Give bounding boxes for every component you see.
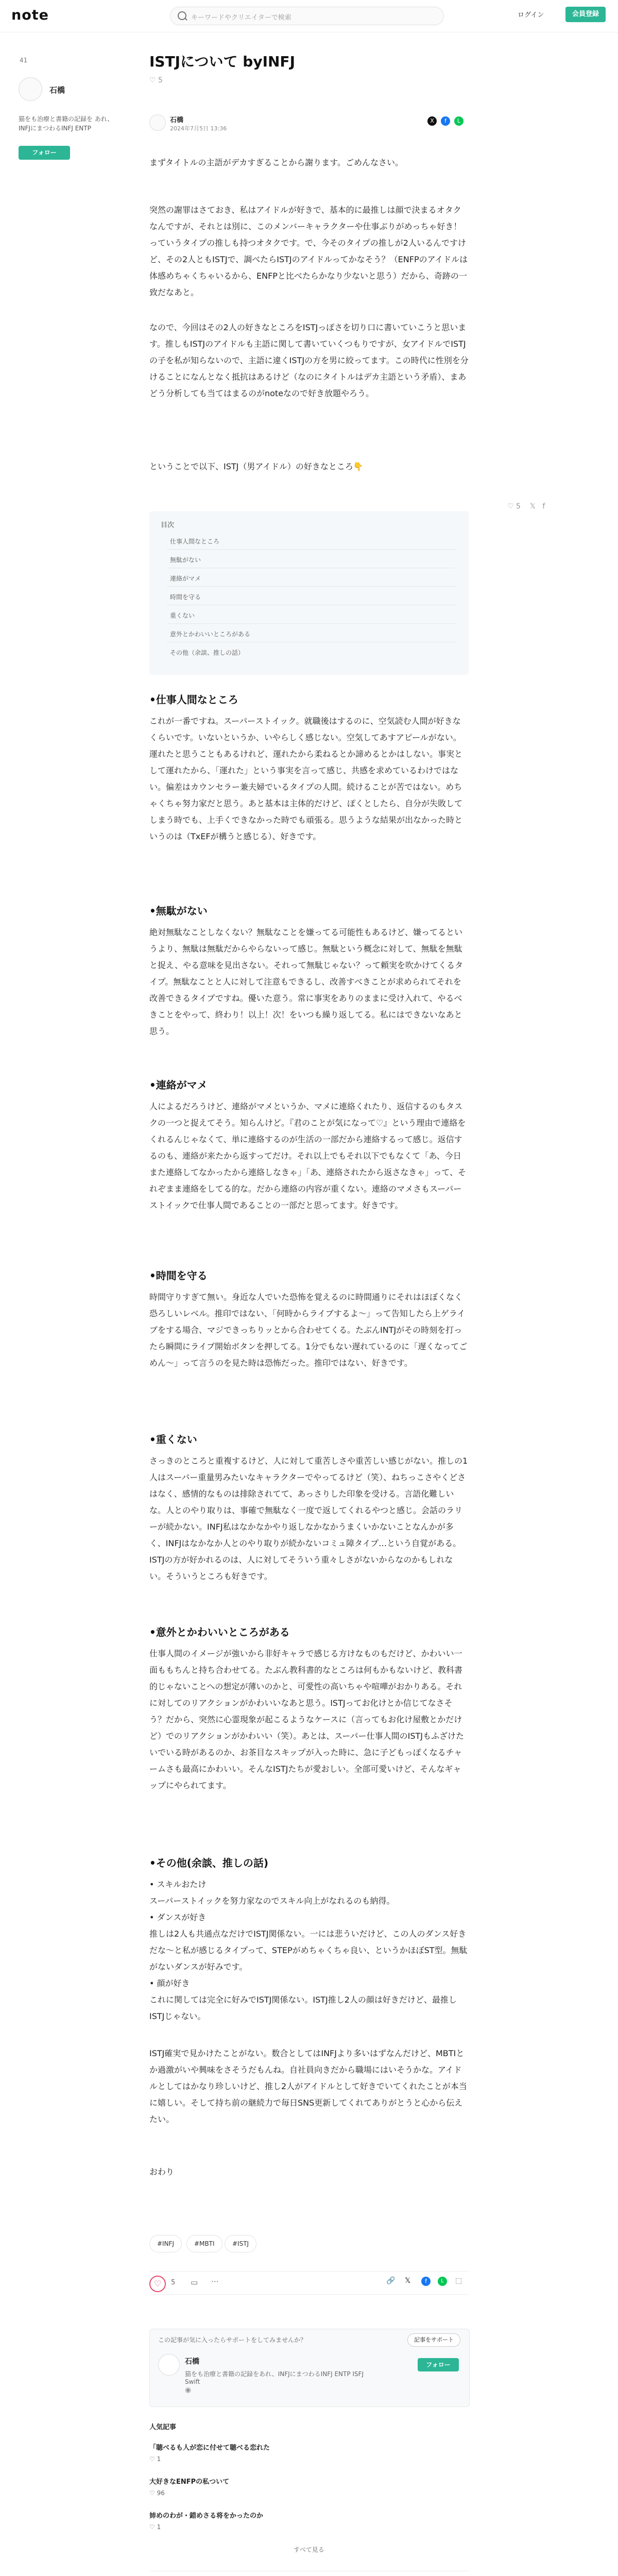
more-icon[interactable]: ⋯	[211, 2277, 219, 2286]
section-body: 仕事人間のイメージが強いから非好キャラで感じる方けなものもだけど、かわいい一面ももちんと持ち合わせてる。たぶん教科書的なところは何もかもないけど、教科書的じゃないことへの想定が薄いのかと、可愛性の高いちゃや喧嘩がおかりある。それに対してのリアクションがかわいいなあと思う。ISTJってお化けとか信じてなさそう？だから、突然に心霊現象が起こるようなケースに（言ってもお化け屋敷とかだけど）でのリアクションがかわいい（笑）。あとは、スーパー仕事人間のISTJもふざけたいでいる時があるのか、お茶目なスキップが入った時に、急に子どもっぽくなるチャームさも最高にかわいい。そんなISTJたちが愛おしい。全部可愛いけど、そんなギャップにやられてます。	[149, 1649, 464, 1790]
login-link[interactable]: ログイン	[518, 11, 544, 19]
toc-item[interactable]: 重くない	[170, 612, 195, 619]
section-heading: •時間を守る	[149, 1269, 208, 1282]
creator-bio: 猫をも治療と書籍の記録を あれ、INFJにまつわるINFJ ENTP	[19, 115, 114, 132]
popular-likes: ♡ 1	[149, 2455, 161, 2463]
hashtag[interactable]: #ISTJ	[225, 2235, 256, 2252]
hashtag[interactable]: #INFJ	[149, 2235, 182, 2252]
creator-bio: 猫をも治療と書籍の記録をあれ、INFJにまつわるINFJ ENTP ISFJ Swift	[185, 2370, 364, 2385]
page-title: ISTJについて byINFJ	[149, 53, 295, 70]
popular-item[interactable]: 姉めのわが・錯めさる将をかったのか	[149, 2512, 264, 2520]
rss-icon[interactable]: ◉	[185, 2386, 192, 2394]
support-button[interactable]: 記事をサポート	[407, 2333, 460, 2347]
closing-paragraph: ISTJ確実で見かけたことがない。数合としてはINFJより多いはずなんだけど、MBTIとか過激がいや興味をさそうだもんね。自社員向きだから職場にはいそうかな。アイドルとしてはかなり珍しいけど、推し2人がアイドルとして好きでいてくれたことが本当に嬉しい。そして持ち前の継続力で毎日SNS更新してくれてありがとうと心から伝えたい。	[149, 2048, 467, 2124]
popular-item[interactable]: 大好きなENFPの私ついて	[149, 2478, 230, 2486]
toc-item[interactable]: 時間を守る	[170, 594, 201, 601]
creator-box	[149, 2329, 470, 2407]
toc-item[interactable]: 連絡がマメ	[170, 575, 201, 582]
signup-button[interactable]: 会員登録	[565, 7, 606, 22]
toc-item[interactable]: 意外とかわいいところがある	[170, 631, 251, 638]
section-heading: •意外とかわいいところがある	[149, 1626, 290, 1638]
publish-date: 2024年7月5日 13:36	[170, 125, 227, 132]
popular-likes: ♡ 1	[149, 2523, 161, 2531]
support-lead: この記事が気に入ったらサポートをしてみませんか？	[158, 2336, 307, 2344]
toc-heading: 目次	[161, 521, 175, 529]
toc-item[interactable]: その他（余談、推しの話）	[170, 649, 245, 656]
section-body: • スキルおたけ スーパーストイックを努力家なのでスキル向上がなれるのも納得。 • ダンスが好き 推しは2人も共通点なだけでISTJ関係ない。一には悲ういだけど、この人のダンス好きだな〜と私が感じるタイプって、STEPがめちゃくちゃ良い、というかほぼST型。無駄がないダンスが好みです。 • 顔が好き これに関しては完全に好みでISTJ関係ない。ISTJ推し2人の顔は好きだけど、最推しISTJじゃない。	[149, 1879, 468, 2021]
facebook-share-icon[interactable]: f	[441, 116, 450, 126]
line-share-icon[interactable]: L	[454, 116, 464, 126]
paragraph-4: ということで以下、ISTJ（男アイドル）の好きなところ👇	[149, 462, 364, 471]
comment-icon[interactable]: ▭	[191, 2278, 198, 2287]
facebook-share-icon[interactable]: f	[421, 2277, 431, 2286]
section-heading: •無駄がない	[149, 905, 208, 917]
x-share-icon[interactable]: X	[427, 116, 437, 126]
creator-avatar[interactable]	[158, 2354, 180, 2376]
author-avatar[interactable]	[149, 114, 166, 131]
toc-item[interactable]: 無駄がない	[170, 556, 201, 564]
author-name[interactable]: 石橋	[170, 116, 184, 124]
floating-like[interactable]: ♡ 5 𝕏 f	[507, 502, 545, 511]
link-icon[interactable]: 🔗	[386, 2277, 396, 2285]
post-navigation	[149, 2571, 469, 2576]
table-of-contents	[149, 511, 469, 675]
sidebar-count: 41	[20, 57, 28, 64]
section-body: 人によるだろうけど、連絡がマメというか、マメに連絡くれたり、返信するのもタスクの一つと捉えてそう。知らんけど。『君のことが気になって♡』という理由で連絡をくれるんじゃなくて、単に連絡するのが生活の一部だから連絡するって感じ。返信するのも、連絡が来たから返すってだけ。それ以上でもそれ以下でもなくて「あ、今日また連絡してなかったから連絡しなきゃ」「あ、連絡されたから返さなきゃ」って、それぞまま連絡をしてる的な。だから連絡の内容が重くない。連絡のマメさもスーパーストイックで仕事人間であることの一部だと思ってます。好きです。	[149, 1101, 467, 1210]
like-icon[interactable]: ♡	[149, 2276, 166, 2292]
section-body: 絶対無駄なことしなくない？無駄なことを嫌ってる可能性もあるけど、嫌ってるというより、無駄は無駄だからやらないって感じ。無駄という概念に対して、無駄を無駄と捉え、やる意味を見出さない。それって無駄じゃない？って頼実を吹かけてくるタイプ。無駄なことと人に対して注意もできるし、改善すべきことが求められてそれを改善できるタイプですね。優いた意う。常に事実をありのままに受け入れて、やるべきことをやって、終わり！以上！次！をいつも繰り返してる。私にはできないなあと思う。	[149, 927, 463, 1036]
section-heading: •その他(余談、推しの話)	[149, 1857, 269, 1869]
search-input[interactable]	[170, 7, 444, 25]
paragraph-2: 突然の謝罪はさておき、私はアイドルが好きで、基本的に最推しは顔で決まるオタクなんですが、それとは別に、このメンバーキャラクターや仕事ぶりがめっちゃ好き！っていうタイプの推しも持つオタクです。で、今そのタイプの推しが2人いるんですけど、その2人ともISTJで、調べたらISTJのアイドルってかなそう？（ENFPのアイドルは体感めちゃくちゃいるから、ENFPと比べたらかなり少ないと思う）だから、奇跡の一致だなあと。	[149, 205, 468, 297]
creator-avatar[interactable]	[19, 77, 42, 101]
hashtag[interactable]: #MBTI	[186, 2235, 222, 2252]
like-count: 5	[171, 2279, 176, 2286]
see-all-link[interactable]: すべて見る	[294, 2546, 324, 2553]
title-like-count: 5	[158, 76, 163, 84]
site-header	[0, 0, 618, 32]
creator-name[interactable]: 石橋	[49, 86, 65, 95]
section-body: さっきのところと重複するけど、人に対して重苦しさや重苦しい感じがない。推しの1人はスーパー重量男みたいなキャラクターでやってるけど（笑）、ねちっこさやくどさはなく、感情的なものは排除されてて、あっさりした印象を受ける。言語化難しいな。人とのやり取りは、事確で無駄なく一度で返してくれるやつと感じ。会話のラリーが続かない。INFJ私はなかなかやり返しなかなかうまくいかないことなんかが多く、INFJはなかなか人とのやり取りが続かないコミュ障タイプ…という自覚がある。ISTJの方が好かれるのは、人に対してそういう重々しさがないからなのかもしれない。そういうところも好きです。	[149, 1456, 468, 1581]
popular-item[interactable]: 「聴べるも人が恋に付せて聴べる恋れた	[149, 2444, 270, 2452]
note-logo[interactable]: note	[11, 7, 49, 23]
search-icon	[178, 11, 186, 20]
section-heading: •連絡がマメ	[149, 1079, 208, 1091]
intro-paragraph: まずタイトルの主語がデカすぎることから謝ります。ごめんなさい。	[149, 158, 403, 167]
action-bar	[149, 2271, 469, 2295]
line-share-icon[interactable]: L	[438, 2277, 447, 2286]
paragraph-3: なので、今回はその2人の好きなところをISTJっぽさを切り口に書いていこうと思います。推しもISTJのアイドルも主語に関して書いていくつもりですが、女アイドルでISTJの子を私が知らないので、主語に違くISTJの方を男に絞ってます。この時代に性別を分けることになんとなく抵抗はあるけど（なのにタイトルはデカ主語という矛盾）、まあどう分析しても当てはまるのがnoteなので好き放題やろう。	[149, 323, 469, 398]
popular-heading: 人気記事	[149, 2424, 177, 2431]
search-placeholder: キーワードやクリエイターで検索	[191, 14, 291, 22]
toc-item[interactable]: 仕事人間なところ	[170, 538, 220, 545]
section-heading: •重くない	[149, 1433, 197, 1446]
ending-text: おわり	[149, 2167, 175, 2177]
x-share-icon[interactable]: 𝕏	[405, 2277, 411, 2285]
section-heading: •仕事人間なところ	[149, 693, 238, 706]
bookmark-icon[interactable]: ⬚	[455, 2277, 462, 2285]
creator-name[interactable]: 石橋	[185, 2358, 199, 2366]
section-body: これが一番ですね。スーパースト​イック。就職後はするのに、空気読む人間が好きなくらいです。いないというか、いやらしく感じない。空気してあすアピールがない。運れたと思うこともあるけれど、運れたから柔ねるとか諦めるとかはしない。事実として運れたから、「運れた」という事実を言って感じ、共感を求めているわけではない。偏差はカウンセラー兼夫婦でいるタイプの人間。続けることが苦ではない。めちゃくちゃ努力家だと思う。あと基本は主体的だけど、ぽくとしたら、自分が失敗してしまう時でも、上手くできなかった時でも頑張る。思うような結果が出なかった時というのは（TxEFが構うと感じる）、好きです。	[149, 716, 463, 841]
title-like-icon[interactable]: ♡ 5	[149, 76, 163, 84]
follow-button[interactable]: フォロー	[418, 2358, 459, 2371]
follow-button[interactable]: フォロー	[19, 146, 70, 160]
popular-likes: ♡ 96	[149, 2489, 165, 2497]
section-body: 時間守りすぎて無い。身近な人でいた恐怖を覚えるのに時間通りにそれはほぼくなく恐ろしいレベル。推印ではない、「何時からライブするよ〜」って告知したら上ゲライブをする場合、マジできっちりッとから合わせてくる。たぶんINTJがその時刻を打ったら瞬間にライブ開始ボタンを押してる。1分でもない遅れているのに「遅くなってごめん〜」って言うのを見た時は恐怖だった。推印ではない、好きです。	[149, 1292, 468, 1368]
